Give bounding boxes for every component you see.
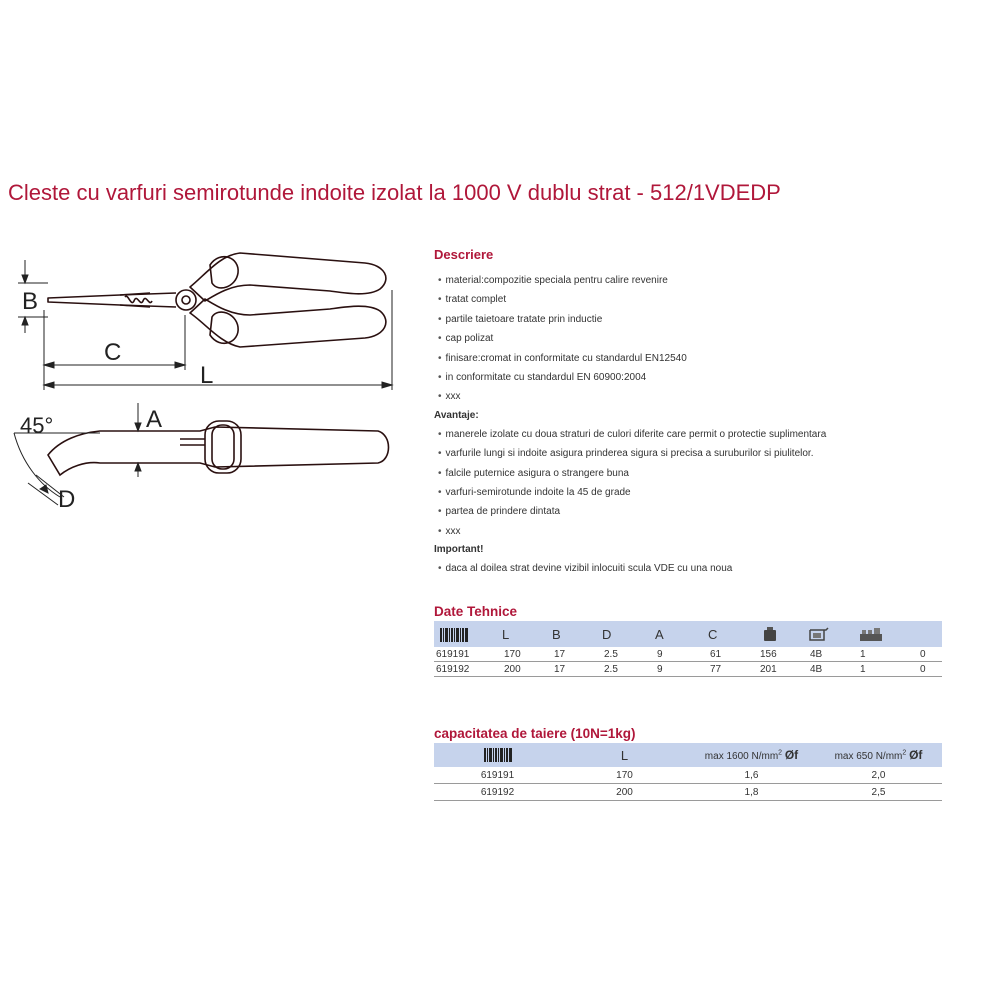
table-cell: 9 bbox=[655, 647, 708, 662]
table-cell: 4B bbox=[808, 662, 858, 677]
list-item: • varfuri-semirotunde indoite la 45 de grade bbox=[434, 483, 994, 502]
page-title: Cleste cu varfuri semirotunde indoite izolat la 1000 V dublu strat - 512/1VDEDP bbox=[8, 180, 781, 205]
list-item: • xxx bbox=[434, 522, 994, 541]
table-cell: 1 bbox=[858, 647, 918, 662]
table-cell: 2.5 bbox=[602, 662, 655, 677]
table-cell: 619192 bbox=[434, 662, 502, 677]
table-cell: 0 bbox=[918, 647, 942, 662]
package-icon bbox=[808, 626, 830, 642]
tech-data-section bbox=[434, 604, 942, 677]
dim-l-label: L bbox=[200, 362, 214, 389]
dim-d-label: D bbox=[58, 486, 76, 513]
table-cell: 156 bbox=[758, 647, 808, 662]
max2-superscript: 2 bbox=[902, 749, 907, 757]
table-cell: 17 bbox=[552, 647, 602, 662]
list-item: • cap polizat bbox=[434, 329, 994, 348]
dim-c-label: C bbox=[104, 339, 122, 366]
description-list bbox=[434, 271, 994, 407]
cut-col-l-label: L bbox=[620, 747, 629, 763]
cut-col-l-header bbox=[561, 743, 688, 767]
advantages-heading: Avantaje: bbox=[434, 409, 479, 421]
table-cell: 1,8 bbox=[688, 784, 815, 801]
barcode-icon bbox=[484, 748, 512, 762]
tech-header-row bbox=[434, 621, 942, 647]
pliers-drawing bbox=[0, 235, 400, 535]
tech-table bbox=[434, 621, 942, 677]
list-item: • in conformitate cu standardul EN 60900:2004 bbox=[434, 368, 994, 387]
list-item: • xxx bbox=[434, 387, 994, 406]
table-cell: 170 bbox=[502, 647, 552, 662]
cutting-heading: capacitatea de taiere (10N=1kg) bbox=[434, 726, 636, 741]
table-cell: 2.5 bbox=[602, 647, 655, 662]
list-item: • material:compozitie speciala pentru calire revenire bbox=[434, 271, 994, 290]
important-list bbox=[434, 559, 994, 578]
col-b-header: B bbox=[552, 621, 602, 647]
stack-header bbox=[858, 621, 918, 647]
cutting-header-row bbox=[434, 743, 942, 767]
weight-header bbox=[758, 621, 808, 647]
upper-handle bbox=[190, 253, 386, 301]
table-cell: 619191 bbox=[434, 767, 561, 784]
cutting-section bbox=[434, 726, 942, 801]
table-cell: 200 bbox=[502, 662, 552, 677]
phi-icon: Øf bbox=[784, 748, 799, 762]
table-cell: 2,5 bbox=[815, 784, 942, 801]
list-item: • partea de prindere dintata bbox=[434, 502, 994, 521]
cut-col-max2-header bbox=[815, 743, 942, 767]
table-cell: 200 bbox=[561, 784, 688, 801]
list-item: • finisare:cromat in conformitate cu standardul EN12540 bbox=[434, 349, 994, 368]
extra-header bbox=[918, 621, 942, 647]
table-cell: 77 bbox=[708, 662, 758, 677]
table-cell: 17 bbox=[552, 662, 602, 677]
table-row bbox=[434, 647, 942, 662]
dim-a-label: A bbox=[146, 406, 163, 433]
angle-label: 45° bbox=[20, 413, 54, 438]
table-cell: 170 bbox=[561, 767, 688, 784]
table-cell: 61 bbox=[708, 647, 758, 662]
table-row bbox=[434, 767, 942, 784]
important-heading: Important! bbox=[434, 544, 484, 556]
advantages-list bbox=[434, 425, 994, 541]
table-cell: 1,6 bbox=[688, 767, 815, 784]
table-row bbox=[434, 662, 942, 677]
table-cell: 619191 bbox=[434, 647, 502, 662]
list-item: • daca al doilea strat devine vizibil inlocuiti scula VDE cu una noua bbox=[434, 559, 994, 578]
table-row bbox=[434, 784, 942, 801]
table-cell: 9 bbox=[655, 662, 708, 677]
col-d-header: D bbox=[602, 621, 655, 647]
table-cell: 1 bbox=[858, 662, 918, 677]
barcode-header bbox=[434, 621, 502, 647]
phi-icon: Øf bbox=[909, 748, 923, 762]
table-cell: 2,0 bbox=[815, 767, 942, 784]
table-cell: 201 bbox=[758, 662, 808, 677]
table-cell: 619192 bbox=[434, 784, 561, 801]
col-a-header: A bbox=[655, 621, 708, 647]
col-c-header: C bbox=[708, 621, 758, 647]
tech-heading: Date Tehnice bbox=[434, 604, 518, 619]
list-item: • manerele izolate cu doua straturi de culori diferite care permit o protectie suplimentara bbox=[434, 425, 994, 444]
description-heading: Descriere bbox=[434, 247, 494, 262]
list-item: • tratat complet bbox=[434, 290, 994, 309]
barcode-header bbox=[434, 743, 561, 767]
table-cell: 0 bbox=[918, 662, 942, 677]
weight-icon bbox=[762, 626, 778, 642]
table-cell: 4B bbox=[808, 647, 858, 662]
lower-handle bbox=[190, 299, 386, 347]
list-item: • partile taietoare tratate prin inductie bbox=[434, 310, 994, 329]
list-item: • falcile puternice asigura o strangere buna bbox=[434, 464, 994, 483]
col-l-header: L bbox=[502, 621, 552, 647]
package-header bbox=[808, 621, 858, 647]
dim-b-label: B bbox=[22, 288, 39, 315]
list-item: • varfurile lungi si indoite asigura prinderea sigura si precisa a suruburilor si piulitelor. bbox=[434, 444, 994, 463]
barcode-icon bbox=[440, 628, 468, 642]
cutting-table bbox=[434, 743, 942, 801]
description-section bbox=[434, 247, 994, 578]
stack-icon bbox=[858, 626, 884, 642]
max1-superscript: 2 bbox=[778, 749, 783, 757]
max2-label: max 650 N/mm bbox=[834, 751, 903, 762]
cut-col-max1-header bbox=[688, 743, 815, 767]
max1-label: max 1600 N/mm bbox=[704, 751, 779, 762]
